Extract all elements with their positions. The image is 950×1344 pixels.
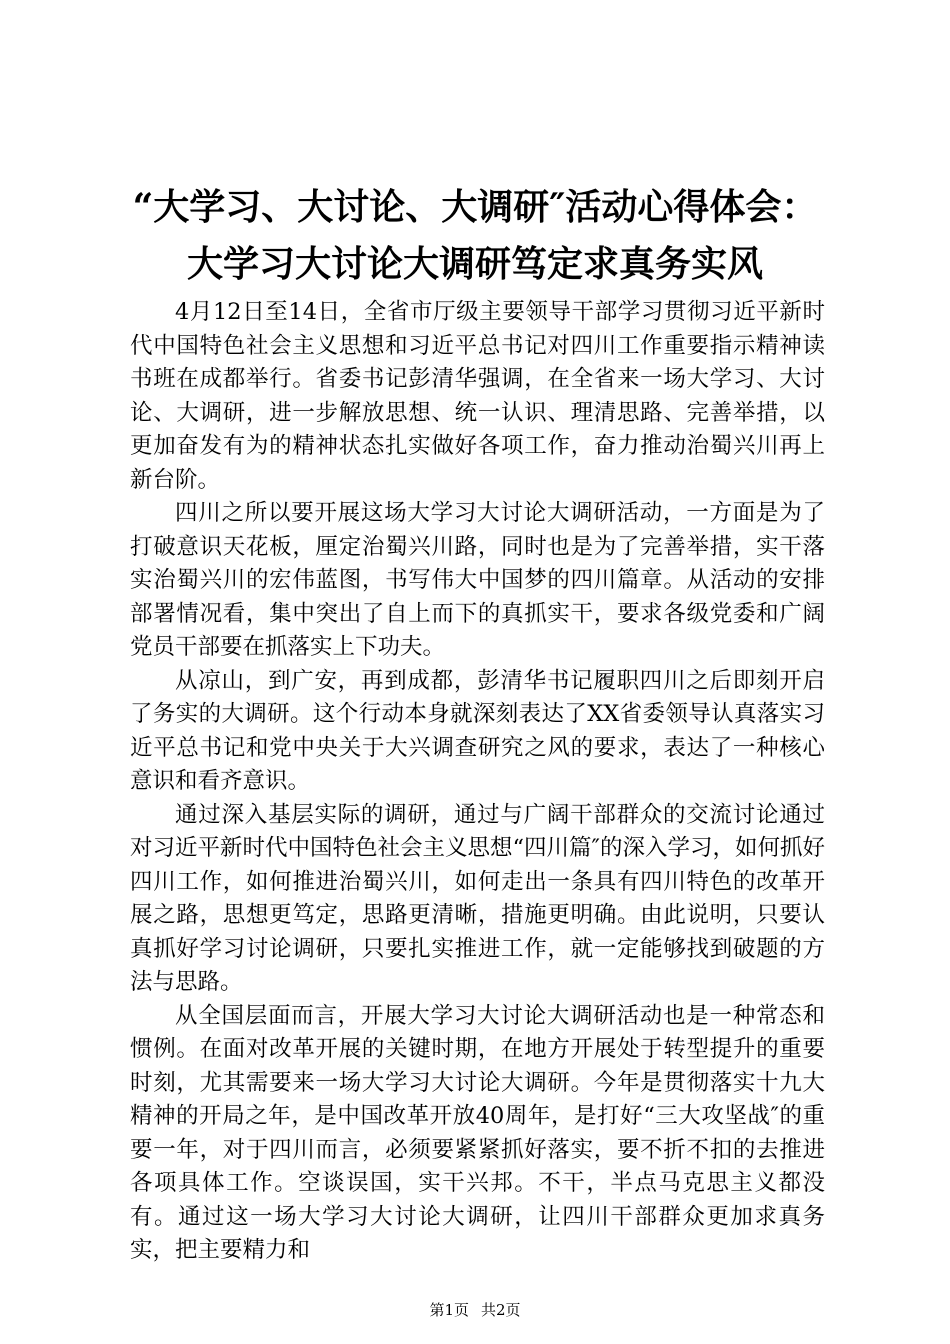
page-number: 第1页 bbox=[429, 1301, 469, 1319]
page-total: 共2页 bbox=[481, 1301, 521, 1319]
title-line-2: 大学习大讨论大调研笃定求真务实风 bbox=[186, 243, 763, 285]
paragraph-4: 通过深入基层实际的调研，通过与广阔干部群众的交流讨论通过对习近平新时代中国特色社会主义思想“四川篇″的深入学习，如何抓好四川工作，如何推进治蜀兴川，如何走出一条具有四川特色的改革开展之路，思想更笃定，思路更清晰，措施更明确。由此说明，只要认真抓好学习讨论调研，只要扎实推进工作，就一定能够找到破题的方法与思路。 bbox=[130, 801, 825, 995]
title-line-1: “大学习、大讨论、大调研″活动心得体会： bbox=[132, 186, 818, 228]
page-footer bbox=[0, 1300, 950, 1320]
document-title bbox=[100, 188, 850, 283]
paragraph-2: 四川之所以要开展这场大学习大讨论大调研活动，一方面是为了打破意识天花板，厘定治蜀兴川路，同时也是为了完善举措，实干落实治蜀兴川的宏伟蓝图，书写伟大中国梦的四川篇章。从活动的安排部署情况看，集中突出了自上而下的真抓实干，要求各级党委和广阔党员干部要在抓落实上下功夫。 bbox=[130, 500, 825, 660]
paragraph-3: 从凉山，到广安，再到成都，彭清华书记履职四川之后即刻开启了务实的大调研。这个行动本身就深刻表达了XX省委领导认真落实习近平总书记和党中央关于大兴调查研究之风的要求，表达了一种核心意识和看齐意识。 bbox=[130, 667, 825, 794]
paragraph-5: 从全国层面而言，开展大学习大讨论大调研活动也是一种常态和惯例。在面对改革开展的关键时期，在地方开展处于转型提升的重要时刻，尤其需要来一场大学习大讨论大调研。今年是贯彻落实十九大精神的开局之年，是中国改革开放40周年，是打好“三大攻坚战″的重要一年，对于四川而言，必须要紧紧抓好落实，要不折不扣的去推进各项具体工作。空谈误国，实干兴邦。不干，半点马克思主义都没有。通过这一场大学习大讨论大调研，让四川干部群众更加求真务实，把主要精力和 bbox=[130, 1002, 825, 1263]
document-body bbox=[130, 296, 825, 1268]
paragraph-1: 4月12日至14日，全省市厅级主要领导干部学习贯彻习近平新时代中国特色社会主义思想和习近平总书记对四川工作重要指示精神读书班在成都举行。省委书记彭清华强调，在全省来一场大学习、大讨论、大调研，进一步解放思想、统一认识、理清思路、完善举措，以更加奋发有为的精神状态扎实做好各项工作，奋力推动治蜀兴川再上新台阶。 bbox=[130, 299, 825, 493]
